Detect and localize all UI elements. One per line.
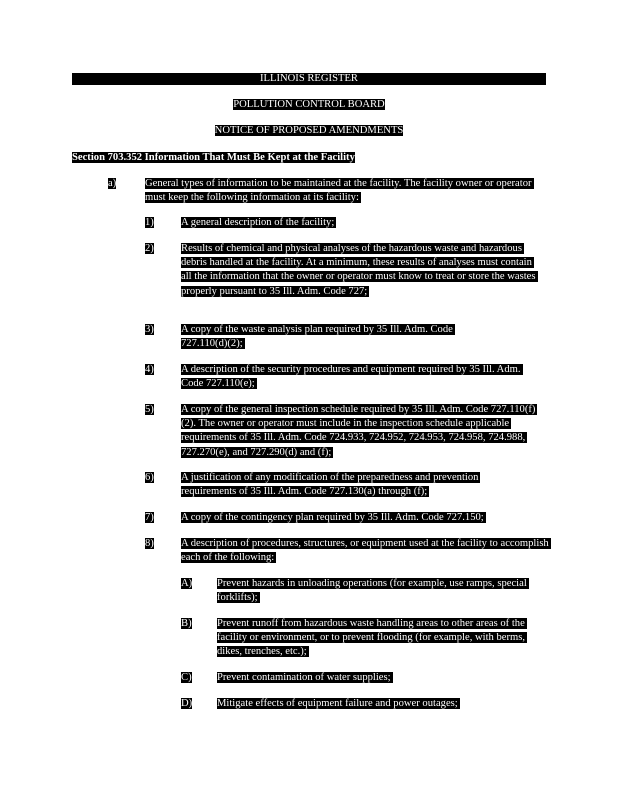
list-item: A general description of the facility;	[181, 217, 335, 228]
list-item: Results of chemical and physical analyses of the hazardous waste and hazardous debris handled at the facility. At a minimum, these results of analyses must contain all the information that the owner or operator must know to treat or store the wastes properly pursuant to 35 Ill. Adm. Code 727;	[181, 243, 536, 297]
item-marker: 5)	[145, 404, 154, 415]
item-marker: 4)	[145, 364, 154, 375]
subitem-marker: C)	[181, 672, 192, 683]
list-item: A justification of any modification of the preparedness and prevention requirements of 35 Ill. Adm. Code 727.130(a) through (f);	[181, 472, 479, 498]
item-marker: 1)	[145, 217, 154, 228]
list-item: A copy of the general inspection schedule required by 35 Ill. Adm. Code 727.110(f)(2). The owner or operator must include in the inspection schedule applicable requirements of 35 Ill. Adm. Code 724.933, 724.952, 724.953, 724.958, 724.988, 727.270(e), and 727.290(d) and (f);	[181, 404, 536, 458]
board-title: POLLUTION CONTROL BOARD	[233, 99, 385, 110]
item-marker: 7)	[145, 512, 154, 523]
sub-list-item: Prevent runoff from hazardous waste handling areas to other areas of the facility or environment, or to prevent flooding (for example, with berms, dikes, trenches, etc.);	[217, 618, 526, 658]
subsection-marker: a)	[108, 178, 117, 189]
subitem-marker: A)	[181, 578, 193, 589]
sub-list-item: Prevent hazards in unloading operations (for example, use ramps, special forklifts);	[217, 578, 527, 604]
item-marker: 8)	[145, 538, 154, 549]
notice-title: NOTICE OF PROPOSED AMENDMENTS	[214, 125, 404, 136]
register-title: ILLINOIS REGISTER	[260, 73, 358, 84]
item-marker: 3)	[145, 324, 154, 335]
sub-list-item: Mitigate effects of equipment failure and power outages;	[217, 698, 458, 709]
item-marker: 2)	[145, 243, 154, 254]
sub-list-item: Prevent contamination of water supplies;	[217, 672, 391, 683]
item-marker: 6)	[145, 472, 154, 483]
section-heading: Section 703.352 Information That Must Be Kept at the Facility	[72, 152, 355, 163]
subitem-marker: D)	[181, 698, 193, 709]
subitem-marker: B)	[181, 618, 192, 629]
list-item: A copy of the waste analysis plan required by 35 Ill. Adm. Code 727.110(d)(2);	[181, 324, 453, 350]
list-item: A description of procedures, structures, or equipment used at the facility to accomplish each of the following:	[181, 538, 549, 564]
list-item: A description of the security procedures and equipment required by 35 Ill. Adm. Code 727.110(e);	[181, 364, 521, 390]
list-item: A copy of the contingency plan required by 35 Ill. Adm. Code 727.150;	[181, 512, 484, 523]
subsection-text: General types of information to be maintained at the facility. The facility owner or operator must keep the following information at its facility:	[145, 178, 532, 204]
